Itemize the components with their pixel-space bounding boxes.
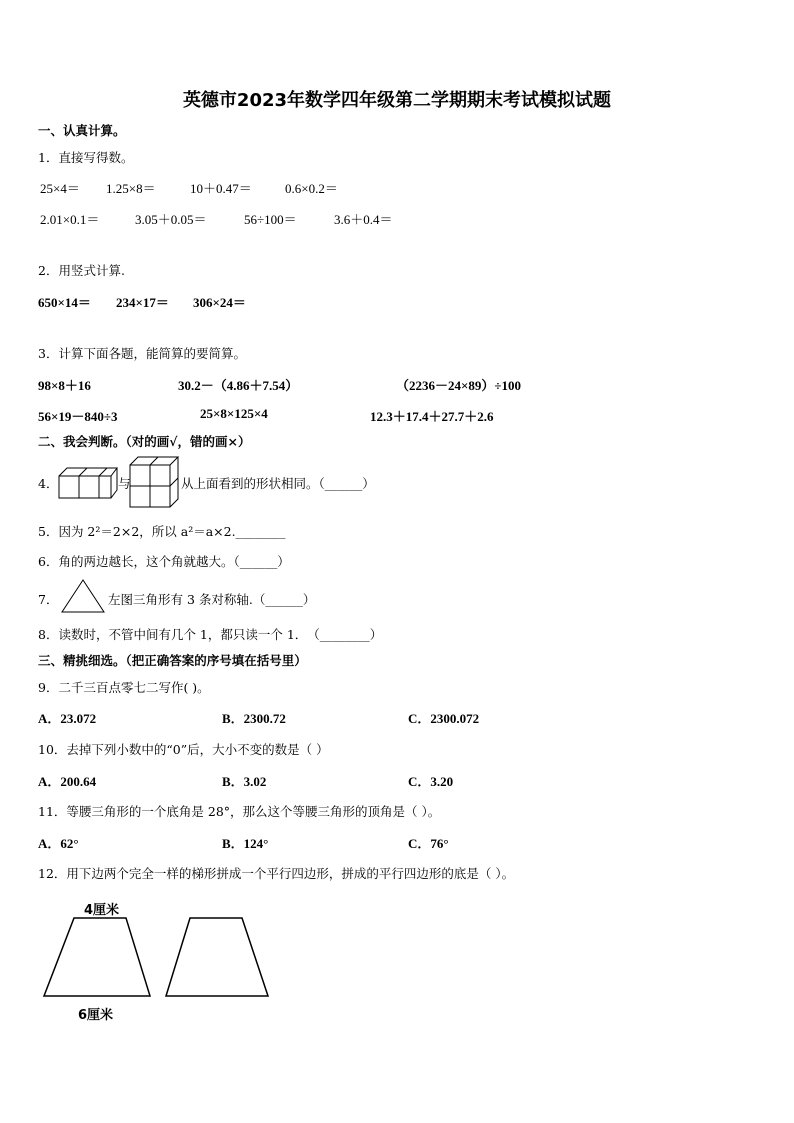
q1-item: 1.25×8＝ xyxy=(106,181,156,196)
q10-option-b: B．3.02 xyxy=(222,774,267,789)
q1-item: 10＋0.47＝ xyxy=(190,181,252,196)
q3-item: 12.3＋17.4＋27.7＋2.6 xyxy=(370,409,494,424)
question-8-text: 8．读数时，不管中间有几个 1，都只读一个 1． （________） xyxy=(38,627,383,642)
q1-item: 0.6×0.2＝ xyxy=(285,181,338,196)
question-7-text: 左图三角形有 3 条对称轴.（______） xyxy=(108,592,316,607)
question-11-text: 11．等腰三角形的一个底角是 28°，那么这个等腰三角形的顶角是（ ）。 xyxy=(38,804,441,819)
q2-item: 234×17＝ xyxy=(116,295,169,310)
q10-option-a: A．200.64 xyxy=(38,774,97,789)
q1-item: 3.6＋0.4＝ xyxy=(334,212,393,227)
trapezoid-top-label: 4厘米 xyxy=(84,903,120,918)
q10-option-c: C．3.20 xyxy=(408,774,454,789)
q2-item: 650×14＝ xyxy=(38,295,91,310)
q1-item: 2.01×0.1＝ xyxy=(40,212,100,227)
q3-item: 30.2－（4.86＋7.54） xyxy=(178,378,299,393)
q9-option-b: B．2300.72 xyxy=(222,711,286,726)
question-1-label: 1．直接写得数。 xyxy=(38,150,134,165)
cubes-row-figure xyxy=(58,466,118,500)
q3-item: 56×19－840÷3 xyxy=(38,409,118,424)
question-10-text: 10．去掉下列小数中的“0”后，大小不变的数是（ ） xyxy=(38,742,329,757)
page-title: 英德市2023年数学四年级第二学期期末考试模拟试题 xyxy=(182,90,612,111)
question-6-text: 6．角的两边越长，这个角就越大。（______） xyxy=(38,554,290,569)
q1-item: 25×4＝ xyxy=(40,181,80,196)
section-heading-3: 三、精挑细选。（把正确答案的序号填在括号里） xyxy=(38,653,307,668)
question-9-text: 9．二千三百点零七二写作( )。 xyxy=(38,680,210,695)
question-7-number: 7． xyxy=(38,592,59,607)
trapezoid-bottom-label: 6厘米 xyxy=(78,1008,114,1023)
section-heading-2: 二、我会判断。（对的画√，错的画×） xyxy=(38,434,251,449)
q11-option-a: A．62° xyxy=(38,836,79,851)
trapezoid-left-shape xyxy=(44,918,150,996)
question-2-label: 2．用竖式计算. xyxy=(38,263,125,278)
q3-item: 98×8＋16 xyxy=(38,378,91,393)
trapezoids-figure xyxy=(40,916,276,1000)
cubes-stack-figure xyxy=(128,455,182,509)
q9-option-c: C．2300.072 xyxy=(408,711,480,726)
triangle-figure xyxy=(60,578,106,614)
section-heading-1: 一、认真计算。 xyxy=(38,123,126,138)
question-4-number: 4． xyxy=(38,476,59,491)
q2-item: 306×24＝ xyxy=(193,295,246,310)
q3-item: 25×8×125×4 xyxy=(200,406,268,421)
q11-option-c: C．76° xyxy=(408,836,449,851)
question-4-connector: 与 xyxy=(118,476,131,491)
question-12-text: 12．用下边两个完全一样的梯形拼成一个平行四边形，拼成的平行四边形的底是（ ）。 xyxy=(38,866,515,881)
q11-option-b: B．124° xyxy=(222,836,269,851)
trapezoid-right-shape xyxy=(166,918,268,996)
question-5-text: 5．因为 2²＝2×2，所以 a²＝a×2.________ xyxy=(38,524,286,539)
question-4-text: 从上面看到的形状相同。（______） xyxy=(181,476,375,491)
question-3-label: 3．计算下面各题，能简算的要简算。 xyxy=(38,346,246,361)
q9-option-a: A．23.072 xyxy=(38,711,97,726)
q1-item: 56÷100＝ xyxy=(244,212,297,227)
q3-item: （2236－24×89）÷100 xyxy=(396,378,522,393)
q1-item: 3.05＋0.05＝ xyxy=(135,212,207,227)
